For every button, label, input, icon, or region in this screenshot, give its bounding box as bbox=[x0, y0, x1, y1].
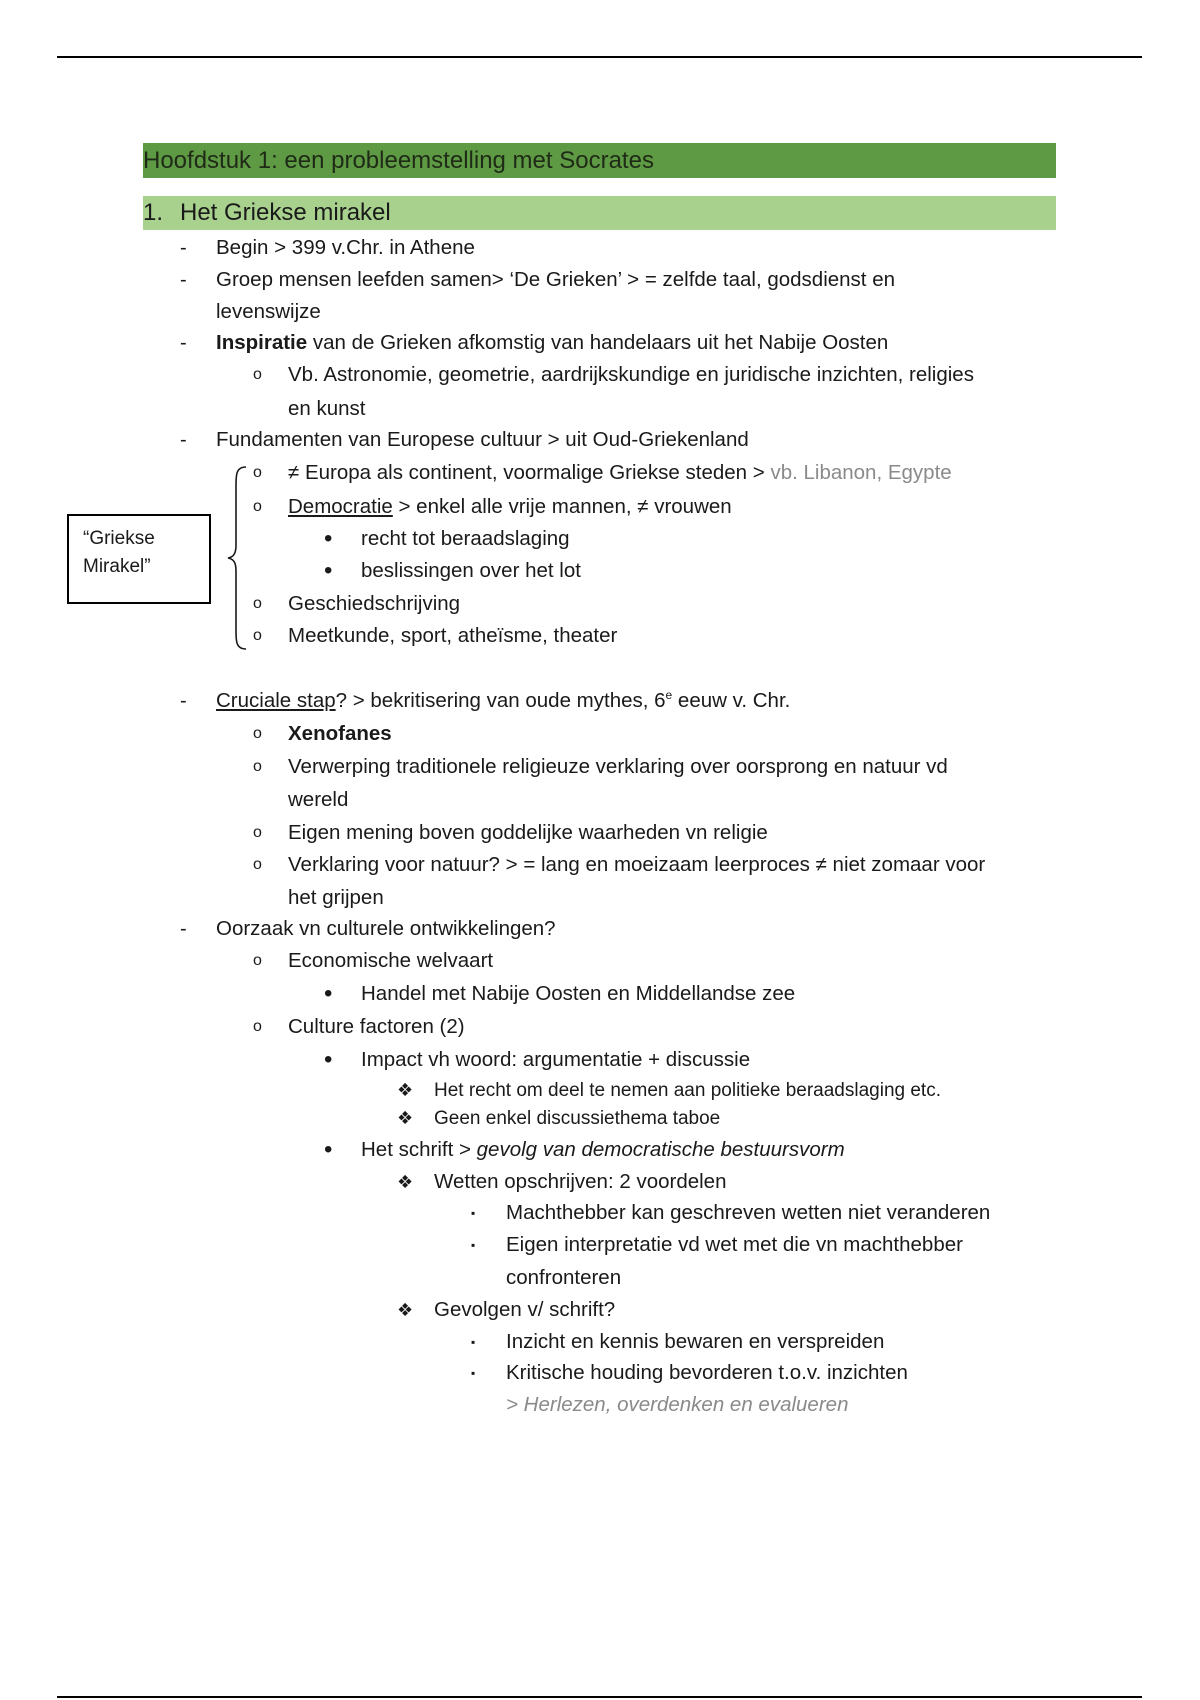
item-machthebber: Machthebber kan geschreven wetten niet veranderen bbox=[506, 1201, 991, 1224]
square-marker: ▪ bbox=[471, 1335, 476, 1349]
curly-brace-icon bbox=[226, 465, 248, 651]
item-europa bbox=[288, 459, 952, 487]
bullet-marker: • bbox=[324, 557, 333, 584]
cruciale-superscript: e bbox=[665, 688, 673, 703]
square-marker: ▪ bbox=[471, 1206, 476, 1220]
item-eigen-mening: Eigen mening boven goddelijke waarheden vn religie bbox=[288, 821, 768, 844]
item-meetkunde: Meetkunde, sport, atheïsme, theater bbox=[288, 624, 618, 647]
dash-marker: - bbox=[180, 918, 187, 940]
dash-marker: - bbox=[180, 690, 187, 712]
sidebox-line-2: Mirakel” bbox=[83, 556, 151, 577]
circle-marker: o bbox=[253, 627, 262, 644]
bullet-marker: • bbox=[324, 1046, 333, 1073]
circle-marker: o bbox=[253, 1018, 262, 1035]
dash-marker: - bbox=[180, 269, 187, 291]
democratie-rest: > enkel alle vrije mannen, ≠ vrouwen bbox=[392, 495, 732, 518]
schrift-italic: gevolg van democratische bestuursvorm bbox=[476, 1138, 845, 1161]
section-number: 1. bbox=[143, 199, 164, 226]
griekse-mirakel-box bbox=[67, 514, 211, 604]
section-title: Het Griekse mirakel bbox=[180, 199, 391, 226]
item-oorzaak: Oorzaak vn culturele ontwikkelingen? bbox=[216, 917, 556, 940]
item-culture-factoren: Culture factoren (2) bbox=[288, 1015, 465, 1038]
cruciale-rest: ? > bekritisering van oude mythes, 6 bbox=[335, 689, 666, 712]
diamond-marker: ❖ bbox=[397, 1172, 414, 1192]
header-rule bbox=[57, 56, 1142, 58]
diamond-marker: ❖ bbox=[397, 1080, 414, 1100]
item-recht: recht tot beraadslaging bbox=[361, 527, 570, 550]
europa-example: vb. Libanon, Egypte bbox=[770, 461, 952, 484]
circle-marker: o bbox=[253, 856, 262, 873]
item-verklaring-cont: het grijpen bbox=[288, 886, 384, 909]
chapter-heading bbox=[143, 143, 1056, 178]
item-vb: Vb. Astronomie, geometrie, aardrijkskundige en juridische inzichten, religies bbox=[288, 363, 974, 386]
circle-marker: o bbox=[253, 824, 262, 841]
item-gevolgen: Gevolgen v/ schrift? bbox=[434, 1298, 616, 1321]
sidebox-line-1: “Griekse bbox=[83, 528, 155, 549]
item-xenofanes: Xenofanes bbox=[288, 722, 392, 745]
bullet-marker: • bbox=[324, 525, 333, 552]
item-verwerping: Verwerping traditionele religieuze verklaring over oorsprong en natuur vd bbox=[288, 755, 948, 778]
item-handel: Handel met Nabije Oosten en Middellandse zee bbox=[361, 982, 796, 1005]
inspiratie-bold: Inspiratie bbox=[216, 331, 308, 354]
dash-marker: - bbox=[180, 237, 187, 259]
item-verklaring: Verklaring voor natuur? > = lang en moeizaam leerproces ≠ niet zomaar voor bbox=[288, 853, 986, 876]
schrift-main: Het schrift > bbox=[361, 1138, 477, 1161]
item-herlezen: > Herlezen, overdenken en evalueren bbox=[506, 1393, 849, 1416]
cruciale-end: eeuw v. Chr. bbox=[672, 689, 791, 712]
cruciale-underlined: Cruciale stap bbox=[216, 689, 336, 712]
inspiratie-rest: van de Grieken afkomstig van handelaars uit het Nabije Oosten bbox=[307, 331, 889, 354]
item-geschiedschrijving: Geschiedschrijving bbox=[288, 592, 461, 615]
footer-rule bbox=[57, 1696, 1142, 1698]
europa-main: ≠ Europa als continent, voormalige Griekse steden > bbox=[288, 461, 771, 484]
square-marker: ▪ bbox=[471, 1238, 476, 1252]
item-groep-cont: levenswijze bbox=[216, 300, 321, 323]
item-verwerping-cont: wereld bbox=[288, 788, 349, 811]
circle-marker: o bbox=[253, 464, 262, 481]
square-marker: ▪ bbox=[471, 1366, 476, 1380]
circle-marker: o bbox=[253, 366, 262, 383]
diamond-marker: ❖ bbox=[397, 1108, 414, 1128]
item-beslissingen: beslissingen over het lot bbox=[361, 559, 581, 582]
bullet-marker: • bbox=[324, 1136, 333, 1163]
dash-marker: - bbox=[180, 429, 187, 451]
diamond-marker: ❖ bbox=[397, 1300, 414, 1320]
item-eigen-interpretatie: Eigen interpretatie vd wet met die vn machthebber bbox=[506, 1233, 963, 1256]
bullet-marker: • bbox=[324, 980, 333, 1007]
item-economische-welvaart: Economische welvaart bbox=[288, 949, 494, 972]
item-inspiratie bbox=[216, 329, 888, 357]
item-kritische: Kritische houding bevorderen t.o.v. inzichten bbox=[506, 1361, 908, 1384]
circle-marker: o bbox=[253, 595, 262, 612]
item-impact: Impact vh woord: argumentatie + discussie bbox=[361, 1048, 751, 1071]
item-cruciale-stap bbox=[216, 687, 790, 715]
circle-marker: o bbox=[253, 725, 262, 742]
circle-marker: o bbox=[253, 952, 262, 969]
item-democratie bbox=[288, 493, 732, 521]
item-geen-enkel: Geen enkel discussiethema taboe bbox=[434, 1108, 721, 1129]
item-groep: Groep mensen leefden samen> ‘De Grieken’ > = zelfde taal, godsdienst en bbox=[216, 268, 896, 291]
item-eigen-interpretatie-cont: confronteren bbox=[506, 1266, 622, 1289]
chapter-title: Hoofdstuk 1: een probleemstelling met Socrates bbox=[143, 147, 654, 174]
circle-marker: o bbox=[253, 498, 262, 515]
dash-marker: - bbox=[180, 332, 187, 354]
item-recht-deel: Het recht om deel te nemen aan politieke beraadslaging etc. bbox=[434, 1080, 941, 1101]
democratie-underlined: Democratie bbox=[288, 495, 393, 518]
item-fundamenten: Fundamenten van Europese cultuur > uit Oud-Griekenland bbox=[216, 428, 749, 451]
section-heading bbox=[143, 196, 1056, 230]
circle-marker: o bbox=[253, 758, 262, 775]
item-het-schrift bbox=[361, 1136, 845, 1164]
item-vb-cont: en kunst bbox=[288, 397, 366, 420]
item-wetten: Wetten opschrijven: 2 voordelen bbox=[434, 1170, 727, 1193]
item-begin: Begin > 399 v.Chr. in Athene bbox=[216, 236, 475, 259]
item-inzicht: Inzicht en kennis bewaren en verspreiden bbox=[506, 1330, 885, 1353]
